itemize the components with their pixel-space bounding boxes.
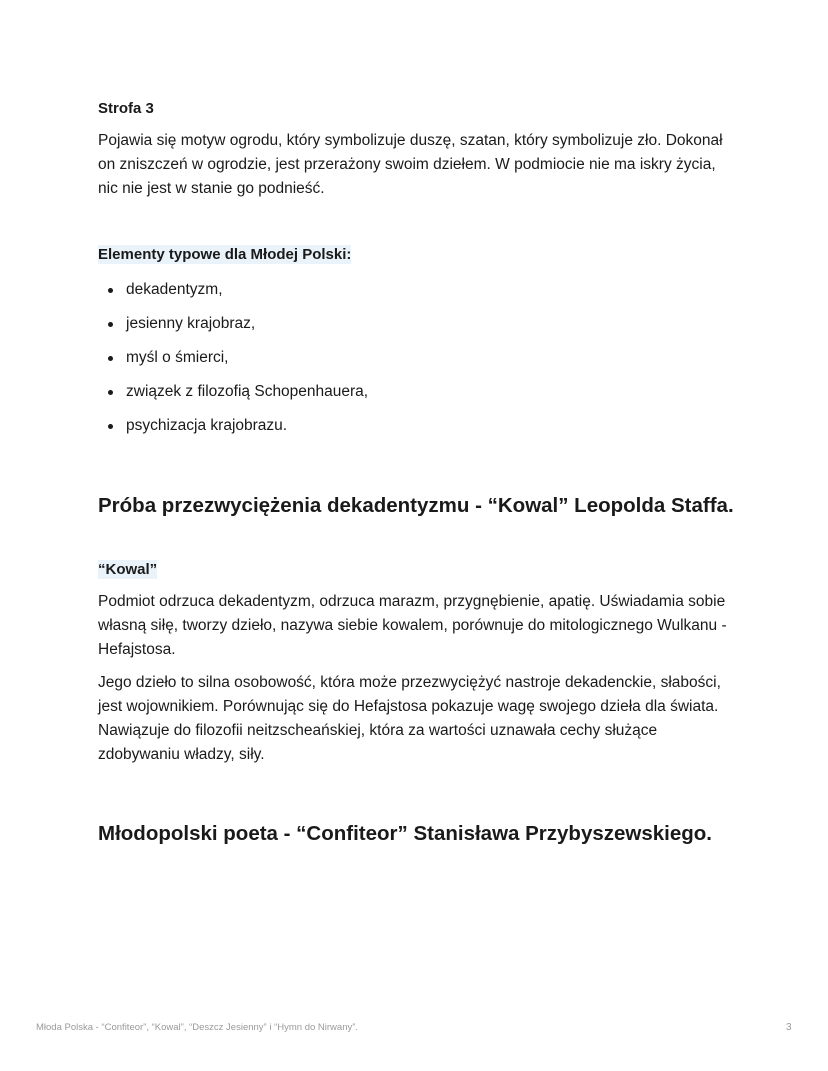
- bullet-icon: [108, 356, 113, 361]
- bullet-icon: [108, 322, 113, 327]
- kowal-subheading-text: “Kowal”: [98, 561, 158, 578]
- bullet-icon: [108, 288, 113, 293]
- list-item: [98, 278, 368, 312]
- kowal-section-title: Próba przezwyciężenia dekadentyzmu - “Kowal” Leopolda Staffa.: [98, 494, 734, 517]
- bullet-icon: [108, 424, 113, 429]
- list-item-text: związek z filozofią Schopenhauera,: [126, 383, 369, 400]
- list-item: [98, 380, 368, 414]
- footer-document-title: Młoda Polska - “Confiteor”, “Kowal”, “Deszcz Jesienny” i “Hymn do Nirwany”.: [36, 1022, 359, 1033]
- elements-list: [98, 278, 368, 448]
- footer-page-number: 3: [786, 1022, 792, 1033]
- list-item-text: myśl o śmierci,: [126, 349, 229, 366]
- strofa-paragraph: Pojawia się motyw ogrodu, który symbolizuje duszę, szatan, który symbolizuje zło. Dokonał on zniszczeń w ogrodzie, jest przerażony swoim dziełem. W podmiocie nie ma iskry życia, nic nie jest w stanie go podnieść.: [98, 132, 723, 197]
- elements-heading: [98, 245, 351, 265]
- strofa-heading: Strofa 3: [98, 100, 154, 117]
- kowal-paragraph-2: Jego dzieło to silna osobowość, która może przezwyciężyć nastroje dekadenckie, słabości, jest wojownikiem. Porównując się do Hefajstosa pokazuje wagę swojego dzieła dla świata. Nawiązuje do filozofii neitzscheańskiej, która za wartości uznawała cechy służące zdobywaniu władzy, siły.: [98, 674, 721, 763]
- kowal-paragraph-1: Podmiot odrzuca dekadentyzm, odrzuca marazm, przygnębienie, apatię. Uświadamia sobie własną siłę, tworzy dzieło, nazywa siebie kowalem, porównuje do mitologicznego Wulkanu - Hefajstosa.: [98, 593, 727, 658]
- kowal-subheading: [98, 560, 157, 580]
- list-item: [98, 346, 368, 380]
- list-item: [98, 312, 368, 346]
- confiteor-section-title: Młodopolski poeta - “Confiteor” Stanisława Przybyszewskiego.: [98, 822, 712, 845]
- list-item-text: jesienny krajobraz,: [126, 315, 256, 332]
- list-item: [98, 414, 368, 448]
- elements-heading-text: Elementy typowe dla Młodej Polski:: [98, 246, 352, 263]
- list-item-text: dekadentyzm,: [126, 281, 223, 298]
- list-item-text: psychizacja krajobrazu.: [126, 417, 288, 434]
- bullet-icon: [108, 390, 113, 395]
